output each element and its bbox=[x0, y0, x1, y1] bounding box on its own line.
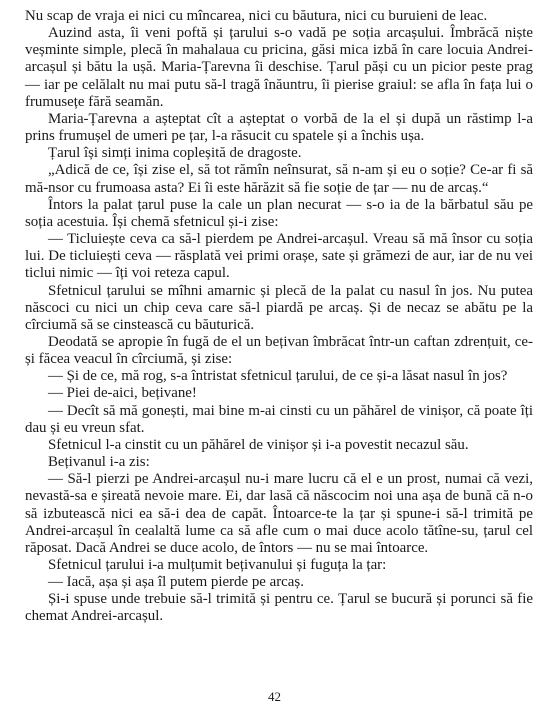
paragraph: „Adică de ce, își zise el, să tot rămîn neînsurat, să n-am și eu o soție? Ce-ar fi să mă-nsor cu frumoasa asta? Ei îi este hărăzit să fie soție de țar — nu de arcaș.“ bbox=[25, 162, 533, 196]
paragraph: Deodată se apropie în fugă de el un bețivan îmbrăcat într-un caftan zdrențuit, ce-și făcea veacul în cîrciumă, și zise: bbox=[25, 333, 533, 368]
paragraph: — Piei de-aici, bețivane! bbox=[48, 385, 197, 402]
paragraph: Maria-Țarevna a așteptat cît a așteptat o vorbă de la el și după un răstimp l-a prins frumușel de umeri pe țar, l-a răsucit cu spatele și a închis ușa. bbox=[25, 110, 533, 145]
paragraph: Sfetnicul țarului se mîhni amarnic și plecă de la palat cu nasul în jos. Nu putea născoci cu nici un chip ceva care să-l piardă pe arcaș. Și de necaz se abătu pe la cîrciumă să se cinstească cu băuturică. bbox=[25, 282, 533, 333]
paragraph: Întors la palat țarul puse la cale un plan necurat — s-o ia de la bărbatul său pe soția acestuia. Își chemă sfetnicul și-i zise: bbox=[25, 196, 533, 230]
body-text bbox=[25, 8, 533, 626]
paragraph: — Decît să mă gonești, mai bine m-ai cinsti cu un păhărel de vinișor, că poate îți dau și eu vreun sfat. bbox=[25, 402, 533, 436]
paragraph: — Iacă, așa și așa îl putem pierde pe arcaș. bbox=[48, 574, 304, 591]
paragraph: Auzind asta, îi veni poftă și țarului s-o vadă pe soția arcașului. Îmbrăcă niște veșminte simple, plecă în mahalaua cu pricina, găsi mica izbă în care locuia Andrei-arcașul și bătu la ușă. Maria-Țarevna îi deschise. Țarul păși cu un picior peste prag — iar pe celălalt nu mai putu să-l tragă înăuntru, îi pierise graiul: se afla în fața lui o frumusețe fără seamăn. bbox=[25, 25, 533, 110]
paragraph: Bețivanul i-a zis: bbox=[48, 454, 150, 471]
paragraph: — Să-l pierzi pe Andrei-arcașul nu-i mare lucru că el e un prost, numai că vezi, nevastă-sa e șireată nevoie mare. Ei, dar lasă că născocim noi una așa de bună că n-o să izbutească nici ea să-i dea de capăt. Întoarce-te la țar și spune-i să-l trimită pe Andrei-arcașul în cealaltă lume ca să afle cum o mai duce acolo tătîne-su, țarul cel răposat. Dacă Andrei se duce acolo, de întors — nu se mai întoarce. bbox=[25, 471, 533, 556]
paragraph: Sfetnicul l-a cinstit cu un păhărel de vinișor și i-a povestit necazul său. bbox=[48, 436, 469, 453]
page-number: 42 bbox=[268, 689, 281, 704]
paragraph: — Și de ce, mă rog, s-a întristat sfetnicul țarului, de ce și-a lăsat nasul în jos? bbox=[48, 368, 508, 385]
paragraph: — Ticluiește ceva ca să-l pierdem pe Andrei-arcașul. Vreau să mă însor cu soția lui. De ticluiești ceva — răsplată vei primi orașe, sate și grămezi de aur, iar de nu vei ticlui nimic — îți voi reteza capul. bbox=[25, 231, 533, 282]
paragraph: Sfetnicul țarului i-a mulțumit bețivanului și fuguța la țar: bbox=[48, 557, 387, 573]
paragraph: Nu scap de vraja ei nici cu mîncarea, nici cu băutura, nici cu buruieni de leac. bbox=[25, 8, 488, 24]
paragraph: Țarul își simți inima copleșită de dragoste. bbox=[48, 145, 302, 162]
paragraph: Și-i spuse unde trebuie să-l trimită și pentru ce. Țarul se bucură și porunci să fie chemat Andrei-arcașul. bbox=[25, 591, 533, 625]
